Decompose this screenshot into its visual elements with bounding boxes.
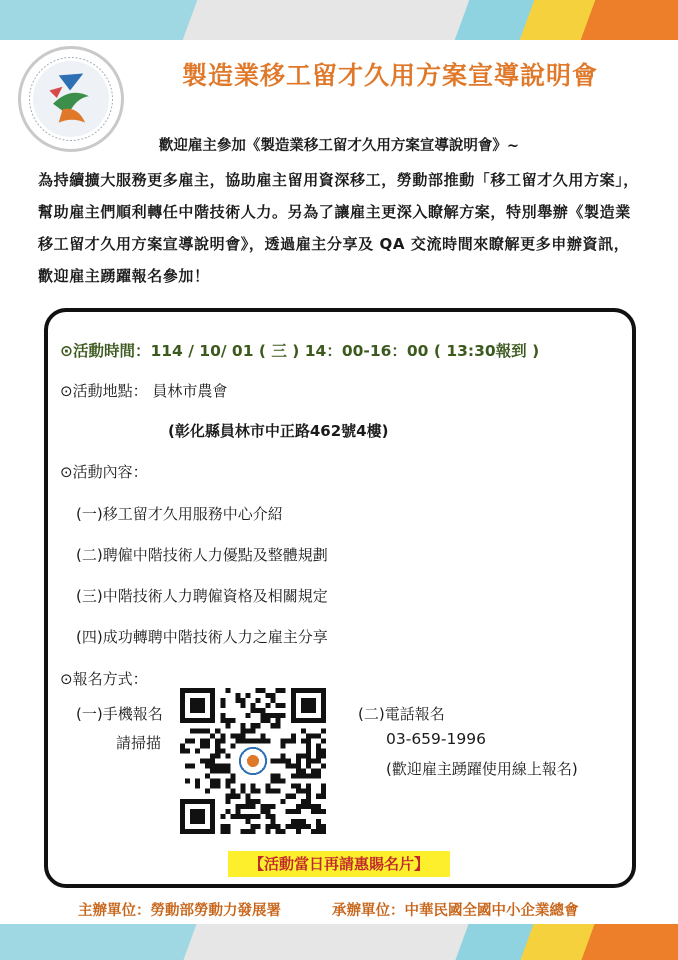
phone-register-label: (二)電話報名 <box>358 705 445 723</box>
mobile-register-hint: 請掃描 <box>116 734 162 752</box>
page-title: 製造業移工留才久用方案宣導說明會 <box>181 61 598 90</box>
content-item: (二)聘僱中階技術人力優點及整體規劃 <box>76 546 328 564</box>
content-item: (三)中階技術人力聘僱資格及相關規定 <box>76 587 328 605</box>
event-address: (彰化縣員林市中正路462號4樓) <box>168 422 389 440</box>
top-color-band <box>0 0 678 40</box>
phone-note: (歡迎雇主踴躍使用線上報名) <box>386 760 578 778</box>
content-item: (四)成功轉聘中階技術人力之雇主分享 <box>76 628 328 646</box>
notice-banner: 【活動當日再請惠賜名片】 <box>228 851 450 877</box>
intro-paragraph: 為持續擴大服務更多雇主，協助雇主留用資深移工，勞動部推動「移工留才久用方案」，幫助雇主們順利轉任中階技術人力。另為了讓雇主更深入瞭解方案，特別舉辦《製造業移工留才久用方案宣導說明會》，透過雇主分享及 QA 交流時間來瞭解更多申辦資訊，歡迎雇主踴躍報名參加！ <box>38 171 639 285</box>
register-heading: ⊙報名方式： <box>60 670 148 688</box>
organizer-label: 主辦單位：勞動部勞動力發展署 <box>78 903 281 919</box>
event-location: ⊙活動地點： 員林市農會 <box>60 382 228 400</box>
event-time: ⊙活動時間：114 / 10/ 01 ( 三 ) 14：00-16：00 ( 13:30報到 ) <box>60 342 540 360</box>
intro-welcome: 歡迎雇主參加《製造業移工留才久用方案宣導說明會》~ <box>158 138 520 154</box>
qr-code[interactable] <box>180 688 326 834</box>
content-heading: ⊙活動內容： <box>60 463 148 481</box>
bottom-color-band <box>0 924 678 960</box>
executor-label: 承辦單位：中華民國全國中小企業總會 <box>332 903 579 919</box>
mobile-register-label: (一)手機報名 <box>76 705 163 723</box>
phone-number: 03-659-1996 <box>386 730 486 748</box>
content-item: (一)移工留才久用服務中心介紹 <box>76 505 283 523</box>
